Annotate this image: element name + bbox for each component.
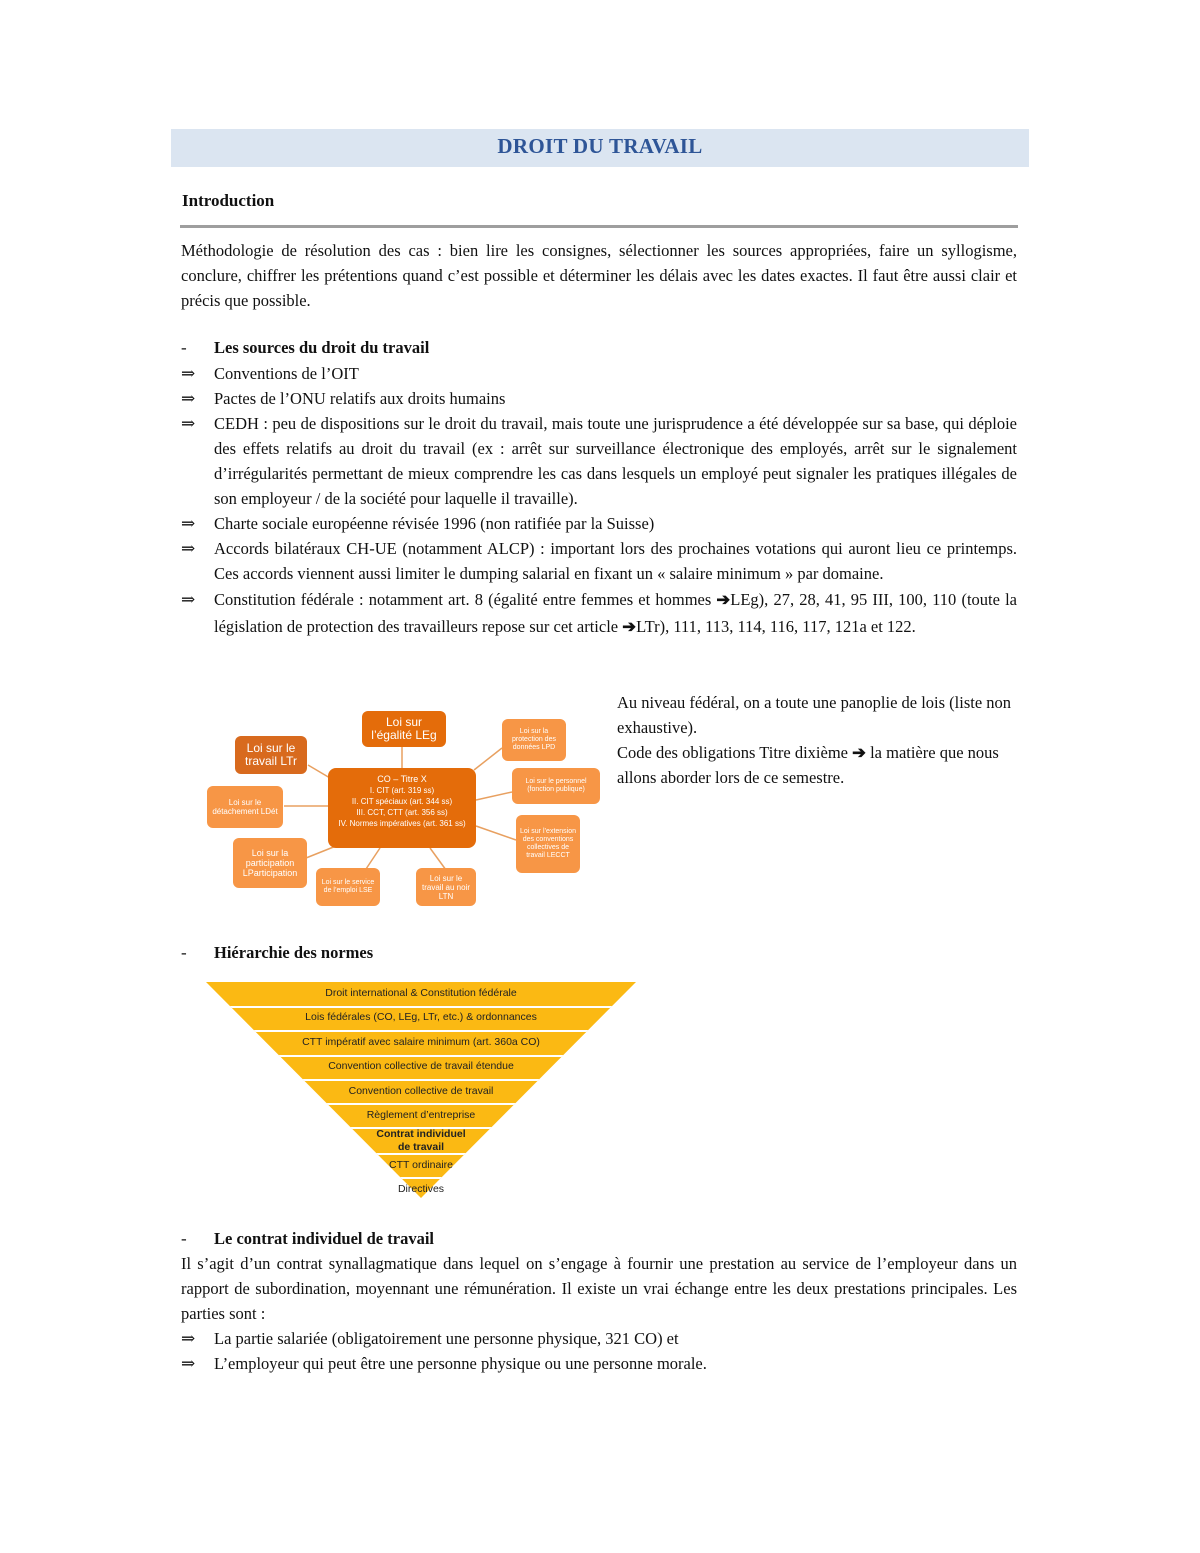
dash-bullet: - [181,1229,187,1248]
contract-item: La partie salariée (obligatoirement une personne physique, 321 CO) et [214,1329,679,1348]
center-line: IV. Normes impératives (art. 361 ss) [338,819,466,828]
constitution-text: ), 111, 113, 114, 116, 117, 121a et 122. [659,617,916,636]
connector-line [476,826,516,840]
contract-item: L’employeur qui peut être une personne physique ou une personne morale. [214,1354,707,1373]
center-line: III. CCT, CTT (art. 356 ss) [356,808,448,817]
arrow-bullet-icon: ⇒ [181,1354,196,1373]
contract-section [181,1226,1017,1376]
right-arrow-icon: ➔ [622,617,637,636]
ltr-abbrev: LTr [636,617,660,636]
hierarchy-heading: Hiérarchie des normes [214,943,374,962]
source-item: Conventions de l’OIT [214,364,359,383]
federal-note-line1: Au niveau fédéral, on a toute une panoplie de lois (liste non exhaustive). [617,693,1012,737]
intro-heading: Introduction [182,191,275,210]
leg-abbrev: LEg [730,590,759,609]
center-line: II. CIT spéciaux (art. 344 ss) [351,797,453,806]
mindmap-node-lpers: Loi sur le personnel (fonction publique) [512,768,600,804]
center-line: I. CIT (art. 319 ss) [369,786,435,795]
source-item: Charte sociale européenne révisée 1996 (non ratifiée par la Suisse) [214,514,655,533]
mindmap-node-lpd: Loi sur la protection des données LPD [502,719,566,761]
source-item: CEDH : peu de dispositions sur le droit du travail, mais toute une jurisprudence a été développée sur sa base, qui déploie des effets relatifs au droit du travail (ex : arrêt sur surveillance électronique des employés, arrêt sur le signalement d’irrégularités permettant de mieux comprendre les cas dans lesquels un employé peut signaler les pratiques illégales de son employeur / de la société pour laquelle il travaille). [214,414,1017,508]
federal-note-text: la matière que nous allons aborder lors de ce semestre. [617,743,999,787]
pyramid-level: CTT ordinaire [389,1159,453,1171]
sources-heading: Les sources du droit du travail [214,338,430,357]
right-arrow-icon: ➔ [852,743,866,762]
source-item: Pactes de l’ONU relatifs aux droits humains [214,389,506,408]
mindmap-node-lse: Loi sur le service de l’emploi LSE [316,868,380,906]
mindmap-node-ltn: Loi sur le travail au noir LTN [416,868,476,906]
arrow-bullet-icon: ⇒ [181,389,196,408]
pyramid-level: Contrat individuel de travail [376,1128,466,1153]
page-title: DROIT DU TRAVAIL [497,134,703,158]
connector-line [306,846,336,858]
pyramid-level: Règlement d’entreprise [366,1109,476,1121]
arrow-bullet-icon: ⇒ [181,539,196,558]
pyramid-level: CTT impératif avec salaire minimum (art. 360a CO) [302,1036,540,1048]
pyramid-level: Convention collective de travail étendue [328,1060,514,1072]
connector-line [474,748,502,770]
mindmap-center-node [328,768,476,848]
arrow-bullet-icon: ⇒ [181,364,196,383]
arrow-bullet-icon: ⇒ [181,590,196,609]
mindmap-node-leccct: Loi sur l’extension des conventions collectives de travail LECCT [516,815,580,873]
source-item: Accords bilatéraux CH-UE (notamment ALCP) : important lors des prochaines votations qui auront lieu ce printemps. Ces accords viennent aussi limiter le dumping salarial en fixant un « salaire minimum » par domaine. [214,539,1017,583]
hierarchy-heading-row [181,940,1017,965]
federal-note-text: Code des obligations Titre dixième [617,743,853,762]
right-arrow-icon: ➔ [716,590,731,609]
connector-line [430,848,446,870]
center-line: CO – Titre X [377,774,427,784]
dash-bullet: - [181,943,187,962]
connector-line [308,765,330,778]
pyramid-level: Lois fédérales (CO, LEg, LTr, etc.) & ordonnances [305,1011,537,1023]
mindmap-node-ltr: Loi sur le travail LTr [235,736,307,774]
arrow-bullet-icon: ⇒ [181,1329,196,1348]
intro-paragraph: Méthodologie de résolution des cas : bien lire les consignes, sélectionner les sources appropriées, faire un syllogisme, conclure, chiffrer les prétentions quand c’est possible et déterminer les délais avec les dates exactes. Il faut être aussi clair et précis que possible. [181,241,1017,310]
mindmap-node-ldet: Loi sur le détachement LDét [207,786,283,828]
connector-line [476,792,512,800]
contract-paragraph: Il s’agit d’un contrat synallagmatique dans lequel on s’engage à fournir une prestation au service de l’employeur dans un rapport de subordination, moyennant une rémunération. Il existe un vrai échange entre les deux prestations principales. Les parties sont : [181,1254,1017,1323]
pyramid-level: Droit international & Constitution fédérale [325,987,517,999]
arrow-bullet-icon: ⇒ [181,414,196,433]
contract-heading: Le contrat individuel de travail [214,1229,434,1248]
pyramid-level: Directives [397,1183,445,1195]
constitution-text: Constitution fédérale : notamment art. 8 (égalité entre femmes et hommes [214,590,717,609]
constitution-text: ), 27, 28, 41, 95 III, 100, 110 (toute la législation de protection des travailleurs repose sur cet article [214,590,1017,636]
mindmap-node-lparticipation: Loi sur la participation LParticipation [233,838,307,888]
dash-bullet: - [181,338,187,357]
mindmap-node-leg: Loi sur l’égalité LEg [362,711,446,747]
arrow-bullet-icon: ⇒ [181,514,196,533]
pyramid-level: Convention collective de travail [348,1085,494,1097]
